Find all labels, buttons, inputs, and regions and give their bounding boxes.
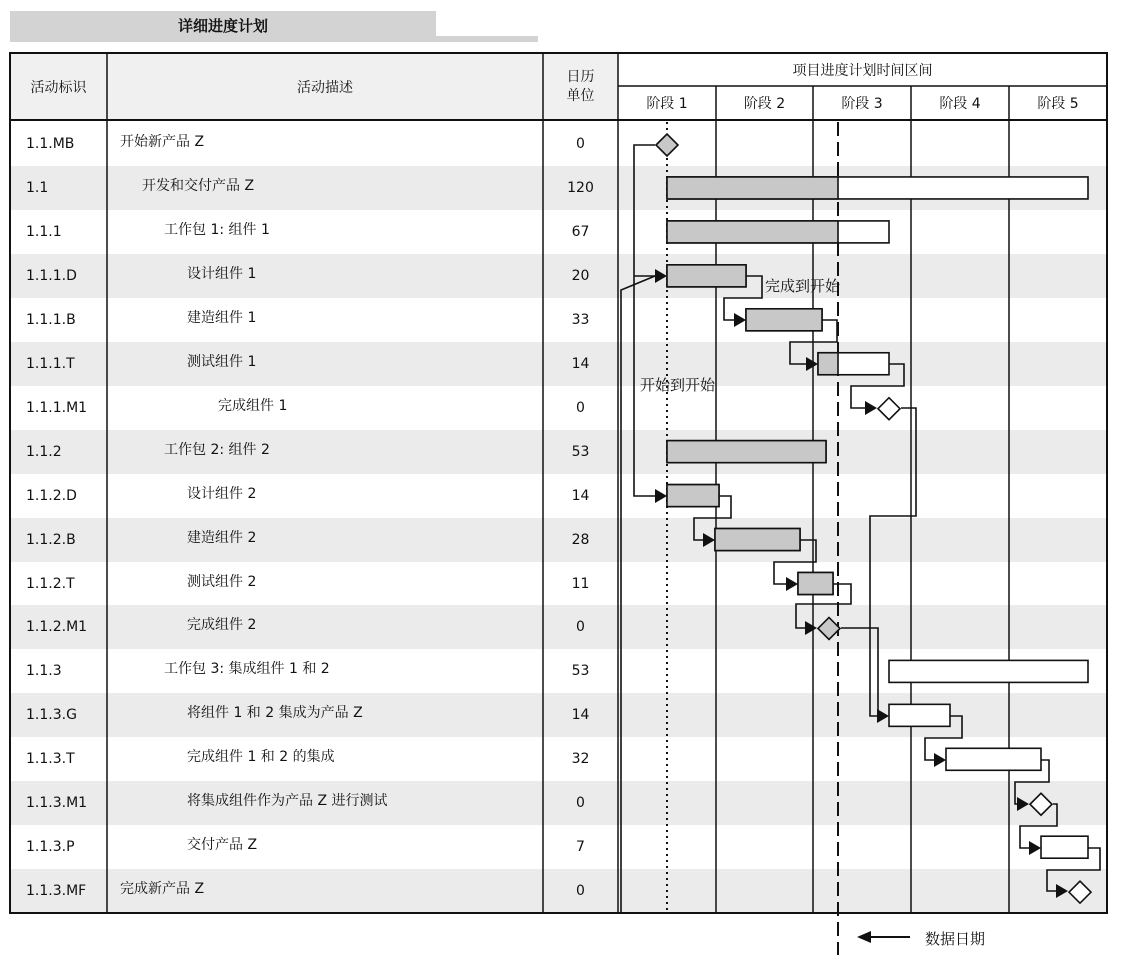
task-bar-progress (715, 529, 800, 551)
activity-id: 1.1.1.D (26, 267, 77, 284)
arrow-head-icon (703, 533, 715, 547)
activity-desc: 测试组件 1 (187, 353, 257, 370)
phase-header-3: 阶段 3 (813, 86, 911, 120)
phase-header-1: 阶段 1 (618, 86, 716, 120)
activity-desc: 工作包 1: 组件 1 (164, 221, 270, 238)
activity-desc: 建造组件 1 (187, 309, 257, 326)
activity-id: 1.1.1.T (26, 355, 75, 372)
activity-desc: 完成组件 1 (218, 397, 288, 414)
calendar-units: 53 (571, 443, 590, 460)
activity-desc: 建造组件 2 (187, 529, 257, 546)
arrow-head-icon (806, 357, 818, 371)
arrow-head-icon (786, 577, 798, 591)
calendar-units: 120 (567, 179, 594, 196)
task-bar-progress (818, 353, 838, 375)
calendar-units: 7 (576, 839, 585, 856)
activity-id: 1.1.1.B (26, 311, 76, 328)
calendar-units: 53 (571, 663, 590, 680)
header-activity-id: 活动标识 (10, 53, 107, 120)
activity-id: 1.1.2.M1 (26, 619, 88, 636)
activity-id: 1.1.2.B (26, 531, 76, 548)
arrow-head-icon (1056, 884, 1068, 898)
activity-id: 1.1.2.T (26, 575, 75, 592)
arrow-head-icon (1029, 841, 1041, 855)
calendar-units: 0 (576, 399, 585, 416)
calendar-units: 14 (571, 355, 590, 372)
phase-header-4: 阶段 4 (911, 86, 1009, 120)
activity-id: 1.1.3 (26, 663, 62, 680)
activity-id: 1.1.3.G (26, 707, 77, 724)
dependency-connector (621, 276, 655, 913)
calendar-units: 32 (571, 751, 590, 768)
arrow-head-icon (805, 621, 817, 635)
activity-desc: 测试组件 2 (187, 573, 257, 590)
task-bar-progress (667, 441, 826, 463)
calendar-units: 28 (571, 531, 590, 548)
activity-id: 1.1.3.MF (26, 883, 87, 900)
dependency-connector (634, 145, 660, 496)
calendar-units: 11 (571, 575, 590, 592)
calendar-units: 33 (571, 311, 590, 328)
activity-id: 1.1.2.D (26, 487, 77, 504)
activity-desc: 将组件 1 和 2 集成为产品 Z (187, 705, 363, 722)
arrow-head-icon (734, 313, 746, 327)
task-bar (889, 660, 1088, 682)
calendar-units: 0 (576, 619, 585, 636)
calendar-units: 0 (576, 795, 585, 812)
task-bar (889, 704, 950, 726)
task-bar-progress (667, 221, 838, 243)
milestone-diamond-icon (1030, 793, 1052, 815)
arrow-head-icon (1017, 797, 1029, 811)
milestone-diamond-icon (878, 398, 900, 420)
activity-id: 1.1.1 (26, 223, 62, 240)
task-bar (946, 748, 1041, 770)
data-date-label: 数据日期 (925, 930, 986, 948)
finish-to-start-label: 完成到开始 (765, 277, 841, 295)
activity-id: 1.1.3.T (26, 751, 75, 768)
phase-header-2: 阶段 2 (716, 86, 813, 120)
activity-id: 1.1.MB (26, 136, 75, 152)
activity-desc: 完成组件 1 和 2 的集成 (187, 749, 335, 766)
activity-id: 1.1.1.M1 (26, 399, 88, 416)
calendar-units: 0 (576, 883, 585, 900)
activity-desc: 完成新产品 Z (120, 881, 205, 898)
milestone-diamond-icon (1069, 881, 1091, 903)
dependency-connector (841, 628, 883, 716)
calendar-units: 14 (571, 707, 590, 724)
activity-desc: 交付产品 Z (187, 837, 258, 854)
schedule-title: 详细进度计划 (10, 11, 436, 42)
activity-id: 1.1.3.M1 (26, 795, 88, 812)
activity-desc: 工作包 2: 组件 2 (164, 441, 270, 458)
activity-id: 1.1 (26, 179, 49, 196)
arrow-head-icon (655, 269, 667, 283)
activity-desc: 将集成组件作为产品 Z 进行测试 (187, 793, 388, 810)
header-units-line1: 日历 (566, 68, 595, 85)
activity-id: 1.1.3.P (26, 839, 75, 856)
task-bar (1041, 836, 1088, 858)
arrow-head-icon (655, 489, 667, 503)
task-bar-progress (798, 573, 833, 595)
header-activity-desc: 活动描述 (107, 53, 543, 120)
arrow-head-icon (877, 709, 889, 723)
task-bar-progress (667, 265, 746, 287)
task-bar-progress (667, 485, 719, 507)
activity-desc: 开发和交付产品 Z (142, 177, 255, 194)
activity-id: 1.1.2 (26, 443, 62, 460)
arrow-head-icon (934, 753, 946, 767)
milestone-diamond-icon (818, 617, 840, 639)
task-bar-progress (667, 177, 838, 199)
header-timeframe: 项目进度计划时间区间 (618, 53, 1107, 86)
activity-desc: 设计组件 1 (187, 265, 257, 282)
arrow-left-icon (857, 931, 871, 943)
calendar-units: 0 (576, 136, 585, 152)
arrow-head-icon (865, 401, 877, 415)
activity-desc: 设计组件 2 (187, 485, 257, 502)
task-bar-progress (746, 309, 822, 331)
activity-desc: 工作包 3: 集成组件 1 和 2 (164, 661, 330, 678)
phase-header-5: 阶段 5 (1009, 86, 1107, 120)
calendar-units: 14 (571, 487, 590, 504)
calendar-units: 67 (571, 223, 590, 240)
activity-desc: 完成组件 2 (187, 617, 257, 634)
milestone-diamond-icon (656, 134, 678, 156)
header-units-line2: 单位 (566, 87, 595, 104)
start-to-start-label: 开始到开始 (640, 376, 716, 394)
calendar-units: 20 (571, 267, 590, 284)
activity-desc: 开始新产品 Z (120, 134, 205, 150)
